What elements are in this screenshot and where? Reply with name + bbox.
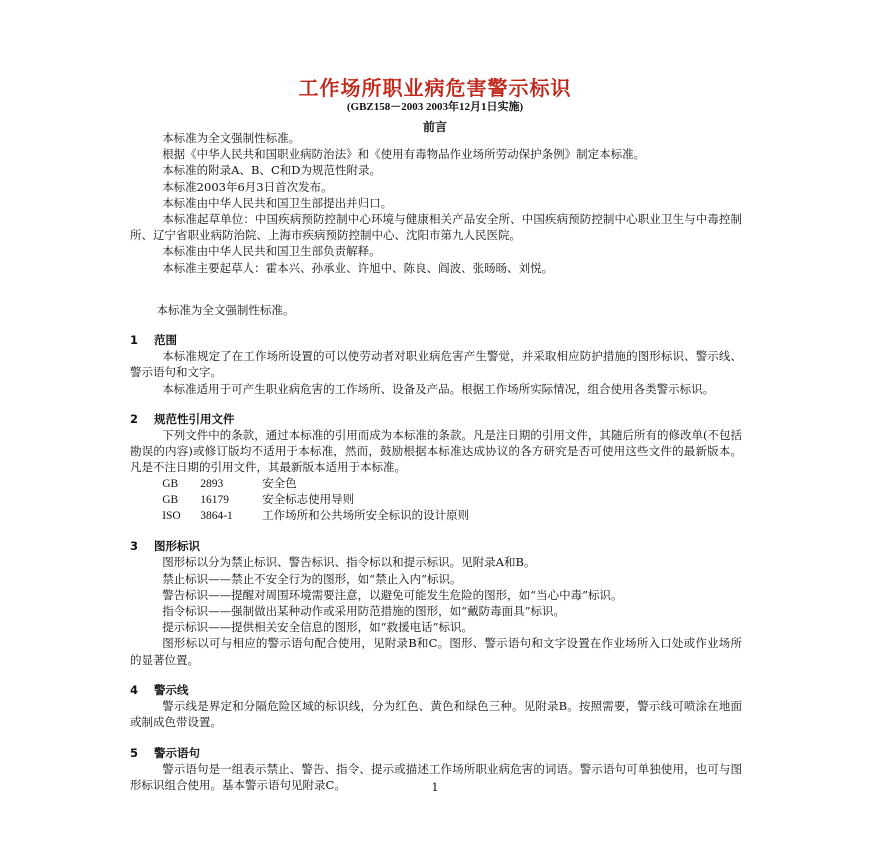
section-paragraph: 指令标识——强制做出某种动作或采用防范措施的图形，如“戴防毒面具”标识。 (162, 604, 565, 619)
section-paragraph: 下列文件中的条款，通过本标准的引用而成为本标准的条款。凡是注日期的引用文件，其随后所有的修改单(不包括勘误的内容)或修订版均不适用于本标准，然而，鼓励根据本标准达成协议的各方研究是否可使用这些文件的最新版本。凡是不注日期的引用文件，其最新版本适用于本标准。 (130, 428, 742, 475)
section-paragraph: 图形标以分为禁止标识、警告标识、指令标以和提示标识。见附录A和B。 (162, 555, 536, 570)
reference-entry (130, 492, 742, 508)
reference-entry (130, 476, 742, 492)
reference-standard: GB (162, 477, 179, 490)
section-paragraph: 本标准适用于可产生职业病危害的工作场所、设备及产品。根据工作场所实际情况，组合使用各类警示标识。 (162, 381, 715, 396)
document-subtitle: (GBZ158－2003 2003年12月1日实施) (346, 101, 524, 113)
section-title: 范围 (154, 333, 177, 348)
section-paragraph: 图形标以可与相应的警示语句配合使用，见附录B和C。图形、警示语句和文字设置在作业场所入口处或作业场所的显著位置。 (130, 636, 742, 667)
section-paragraph: 禁止标识——禁止不安全行为的图形，如“禁止入内”标识。 (162, 571, 462, 586)
reference-code: 3864-1 (200, 510, 233, 523)
reference-standard: GB (162, 493, 179, 506)
foreword-paragraph: 本标准的附录A、B、C和D为规范性附录。 (162, 163, 381, 178)
section-heading (130, 411, 742, 427)
reference-standard: ISO (162, 510, 181, 523)
foreword-paragraph: 本标准为全文强制性标准。 (162, 131, 301, 145)
section-paragraph: 警示线是界定和分隔危险区域的标识线，分为红色、黄色和绿色三种。见附录B。按照需要，警示线可喷涂在地面或制成色带设置。 (130, 699, 742, 730)
document-title: 工作场所职业病危害警示标识 (298, 76, 572, 100)
reference-code: 16179 (200, 493, 229, 506)
section-number: 1 (130, 333, 139, 348)
foreword-heading: 前言 (422, 120, 447, 134)
reference-name: 工作场所和公共场所安全标识的设计原则 (262, 510, 470, 523)
reference-name: 安全色 (262, 477, 297, 490)
section-paragraph: 本标准规定了在工作场所设置的可以使劳动者对职业病危害产生警觉，并采取相应防护措施的图形标识、警示线、警示语句和文字。 (130, 349, 742, 380)
section-paragraph: 警告标识——提醒对周围环境需要注意，以避免可能发生危险的图形，如“当心中毒”标识。 (162, 587, 623, 602)
document-body (130, 128, 742, 793)
section-heading (130, 538, 742, 554)
reference-code: 2893 (200, 477, 224, 490)
section-number: 5 (130, 745, 139, 760)
section-paragraph: 警示语句是一组表示禁止、警告、指令、提示或描述工作场所职业病危害的词语。警示语句可单独使用，也可与图形标识组合使用。基本警示语句见附录C。 (130, 761, 742, 792)
foreword-paragraph: 本标准起草单位：中国疾病预防控制中心环境与健康相关产品安全所、中国疾病预防控制中心职业卫生与中毒控制所、辽宁省职业病防治院、上海市疾病预防控制中心、沈阳市第九人民医院。 (130, 212, 742, 243)
foreword-paragraph: 本标准主要起草人：霍本兴、孙承业、许旭中、陈良、阎波、张旸旸、刘悦。 (162, 260, 554, 275)
foreword-paragraph: 根据《中华人民共和国职业病防治法》和《使用有毒物品作业场所劳动保护条例》制定本标准。 (162, 147, 646, 162)
section-title: 警示语句 (154, 745, 200, 760)
section-heading (130, 745, 742, 761)
section-title: 警示线 (154, 682, 189, 697)
section-title: 规范性引用文件 (154, 411, 235, 426)
section-number: 3 (130, 539, 139, 554)
foreword-paragraph: 本标准由中华人民共和国卫生部负责解释。 (162, 244, 381, 259)
section-paragraph: 提示标识——提供相关安全信息的图形，如“救援电话”标识。 (162, 620, 473, 635)
foreword-paragraph: 本标准2003年6月3日首次发布。 (162, 179, 333, 194)
section-heading (130, 332, 742, 348)
section-title: 图形标识 (154, 539, 200, 554)
page-number: 1 (431, 781, 439, 794)
section-number: 4 (130, 682, 139, 697)
mandatory-statement: 本标准为全文强制性标准。 (156, 302, 295, 317)
foreword-paragraph: 本标准由中华人民共和国卫生部提出并归口。 (162, 195, 393, 210)
reference-name: 安全标志使用导则 (262, 493, 355, 506)
section-number: 2 (130, 411, 139, 426)
reference-entry (130, 508, 742, 524)
section-heading (130, 682, 742, 698)
